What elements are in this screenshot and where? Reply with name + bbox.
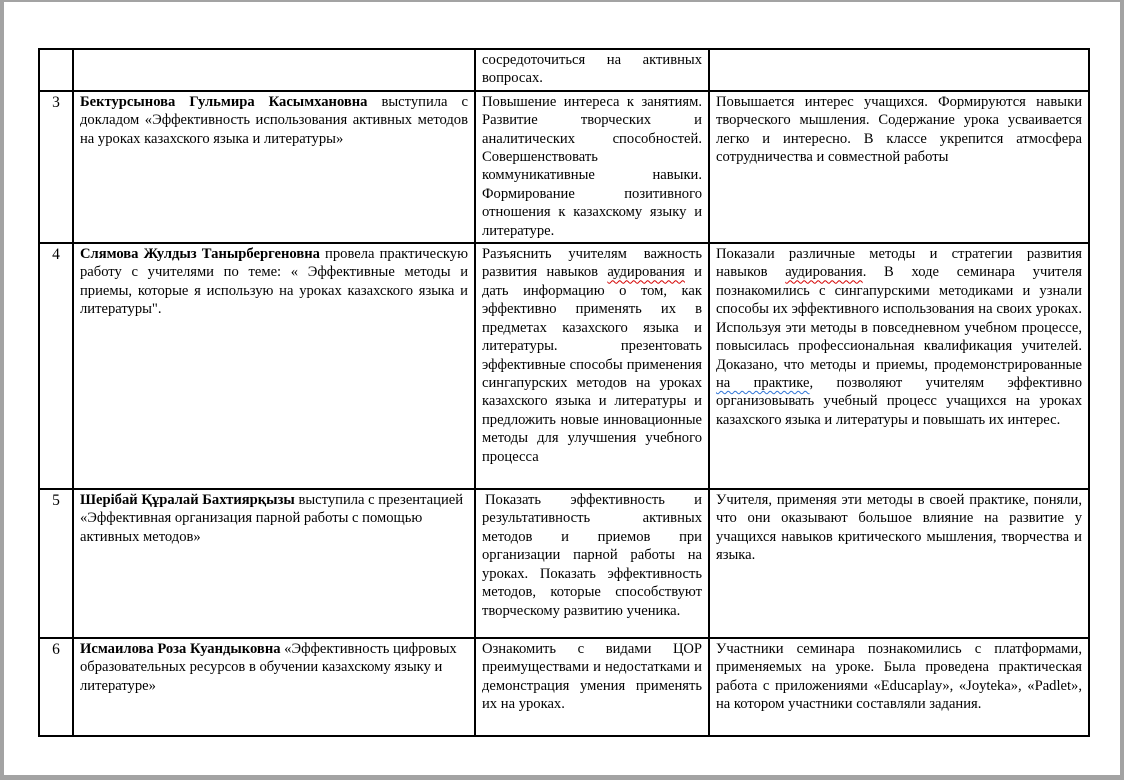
cell-result [709,489,1089,638]
speaker-name: Слямова Жулдыз Танырбергеновна [80,246,320,263]
result-text: Показали различные методы и стратегии развития навыков [716,246,1082,281]
cell-speaker [73,489,475,638]
seminar-report-table [38,48,1090,737]
spellcheck-word: аудирования [785,264,863,281]
document-page [4,2,1120,775]
goal-text: Показать эффективность и результативность активных методов и приемов при организации парной работы на уроках. Показать эффективность методов, которые способствуют творческому развитию ученика. [482,492,702,619]
row-number: 6 [39,638,73,736]
speaker-topic: выступила с презентацией «Эффективная организация парной работы с помощью активных методов» [80,492,464,545]
table-row-5 [39,489,1089,638]
cell-number-empty [39,49,73,91]
cell-goal [475,489,709,638]
result-text: Участники семинара познакомились с платформами, применяемых на уроке. Была проведена практическая работа с приложениями «Educaplay», «Joyteka», «Padlet», на котором участники составляли задания. [716,641,1082,713]
cell-speaker [73,91,475,243]
result-text: , позволяют учителям эффективно организовывать учебный процесс учащихся на уроках казахского языка и литературы и повышать их интерес. [716,374,1083,428]
cell-result [709,91,1089,243]
cell-result-empty [709,49,1089,91]
goal-continuation-text: сосредоточиться на активных вопросах. [482,52,702,87]
cell-goal [475,91,709,243]
table-row-6 [39,638,1089,736]
speaker-name: Бектурсынова Гульмира Касымхановна [80,93,368,110]
goal-text: Повышение интереса к занятиям. Развитие творческих и аналитических способностей. Совершенствовать коммуникативные навыки. Формирование позитивного отношения к казахскому языку и литературе. [482,93,702,239]
goal-text: Ознакомить с видами ЦОР преимуществами и недостатками и демонстрация умения применять их на уроках. [482,641,702,713]
speaker-topic: выступила с докладом «Эффективность использования активных методов на уроках казахского языка и литературы» [80,93,468,147]
spellcheck-word: аудирования [607,264,685,281]
cell-speaker [73,243,475,489]
goal-text: Разъяснить учителям важность развития навыков [482,246,702,281]
speaker-topic: «Эффективность цифровых образовательных ресурсов в обучении казахскому языку и литературе» [80,641,457,694]
table-row-continuation [39,49,1089,91]
row-number: 5 [39,489,73,638]
cell-goal-continuation [475,49,709,91]
row-number: 4 [39,243,73,489]
cell-result [709,638,1089,736]
cell-goal [475,638,709,736]
speaker-name: Исмаилова Роза Куандыковна [80,641,281,658]
cell-speaker [73,638,475,736]
grammar-check-phrase: на практике [716,374,810,391]
cell-goal [475,243,709,489]
result-text: . В ходе семинара учителя познакомились с сингапурскими методиками и узнали способы их эффективного использования на своих уроках. Используя эти методы в повседневном учебном процессе, повысилась профессиональная квалификация учителей. Доказано, что методы и приемы, продемонстрированные [716,264,1082,373]
speaker-name: Шерібай Құралай Бахтиярқызы [80,492,295,509]
result-text: Учителя, применяя эти методы в своей практике, поняли, что они оказывают большое влияние на развитие у учащихся навыков критического мышления, творчества и языка. [716,492,1082,564]
cell-speaker-empty [73,49,475,91]
goal-text: и дать информацию о том, как эффективно применять их в предметах казахского языка и литературы. презентовать эффективные способы применения сингапурских методов на уроках казахского языка и литературы и предложить новые инновационные методы для улучшения учебного процесса [482,264,702,465]
row-number: 3 [39,91,73,243]
speaker-topic: провела практическую работу с учителями по теме: « Эффективные методы и приемы, которые я использую на уроках казахского языка и литературы". [80,246,469,318]
table-row-3 [39,91,1089,243]
result-text: Повышается интерес учащихся. Формируются навыки творческого мышления. Содержание урока усваивается легко и интересно. В классе укрепится атмосфера сотрудничества и совместной работы [716,93,1082,166]
table-row-4 [39,243,1089,489]
cell-result [709,243,1089,489]
